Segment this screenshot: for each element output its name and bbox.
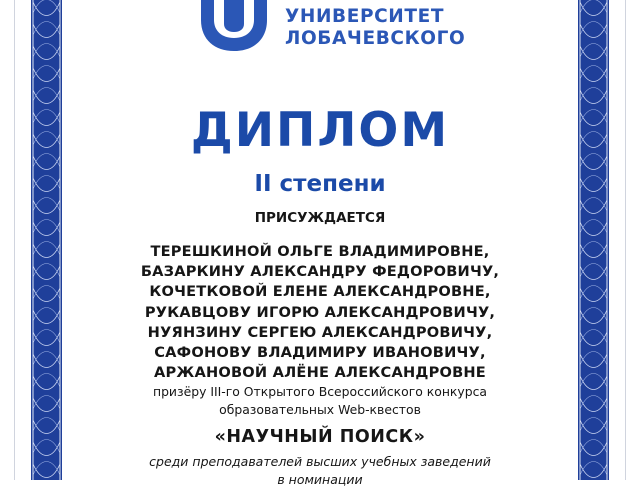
- university-name-line1: УНИВЕРСИТЕТ: [285, 6, 445, 27]
- contest-name: «НАУЧНЫЙ ПОИСК»: [214, 427, 426, 447]
- recipient-name: РУКАВЦОВУ ИГОРЮ АЛЕКСАНДРОВИЧУ,: [144, 303, 496, 321]
- recipient-name: КОЧЕТКОВОЙ ЕЛЕНЕ АЛЕКСАНДРОВНЕ,: [149, 283, 491, 301]
- university-name-line2: ЛОБАЧЕВСКОГО: [285, 28, 466, 49]
- participants-description: среди преподавателей высших учебных заведений: [149, 454, 491, 469]
- recipients-list: [0, 242, 640, 383]
- recipient-name: САФОНОВУ ВЛАДИМИРУ ИВАНОВИЧУ,: [154, 344, 486, 362]
- recipient-name: НУЯНЗИНУ СЕРГЕЮ АЛЕКСАНДРОВИЧУ,: [147, 323, 493, 341]
- recipient-name: БАЗАРКИНУ АЛЕКСАНДРУ ФЕДОРОВИЧУ,: [140, 263, 500, 281]
- awarded-label: ПРИСУЖДАЕТСЯ: [254, 210, 386, 226]
- nomination-label: в номинации: [277, 472, 363, 487]
- recipient-name: АРЖАНОВОЙ АЛЁНЕ АЛЕКСАНДРОВНЕ: [154, 364, 486, 382]
- diploma-title: ДИПЛОМ: [190, 103, 450, 158]
- prize-description-line2: образовательных Web-квестов: [219, 402, 421, 417]
- recipient-name: ТЕРЕШКИНОЙ ОЛЬГЕ ВЛАДИМИРОВНЕ,: [150, 243, 490, 260]
- prize-description-line1: призёру III-го Открытого Всероссийского конкурса: [152, 384, 488, 399]
- university-name: [285, 6, 465, 50]
- unn-trident-logo-icon: [197, 0, 271, 52]
- diploma-degree: II степени: [254, 171, 386, 197]
